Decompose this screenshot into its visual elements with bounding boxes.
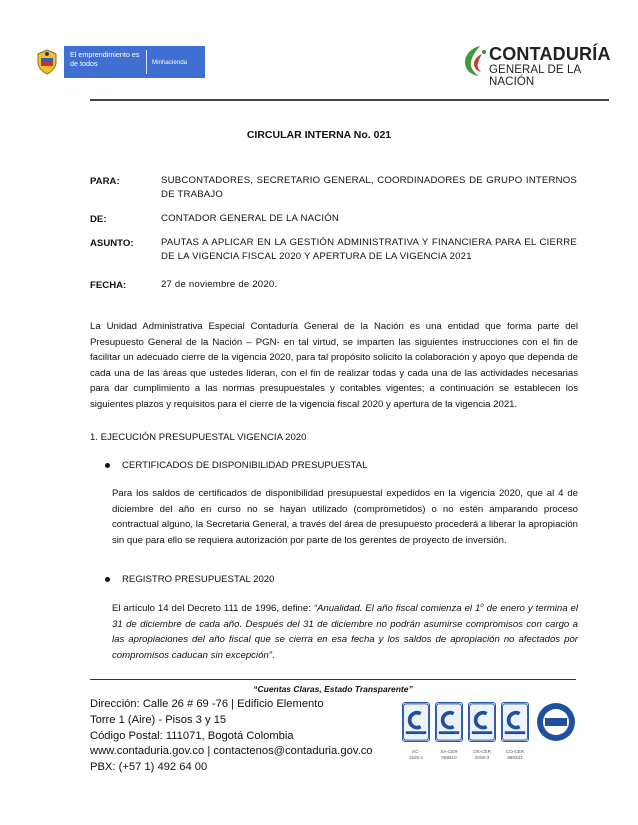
decree-quote-start: “Anualidad. El año fiscal comienza el 1 — [313, 603, 481, 615]
decree-paragraph — [112, 599, 578, 663]
cert-badge — [501, 702, 529, 760]
gov-brand-text: El emprendimiento es de todos — [70, 50, 140, 68]
org-name-line1: CONTADURÍA — [489, 44, 611, 64]
cert-badge — [468, 702, 496, 760]
gov-divider — [146, 50, 147, 74]
bullet-icon — [105, 577, 110, 582]
certification-icon — [468, 702, 496, 742]
field-para-value: SUBCONTADORES, SECRETARIO GENERAL, COORDINADORES DE GRUPO INTERNOS DE TRABAJO — [161, 175, 577, 200]
certifications — [402, 702, 576, 760]
cert-code: SC- 1925-1 — [408, 749, 424, 760]
contact-line[interactable]: www.contaduria.gov.co | contactenos@contaduria.gov.co — [90, 745, 373, 758]
certification-icon — [402, 702, 430, 742]
contaduria-logo-icon — [462, 44, 488, 78]
government-brand — [36, 46, 205, 78]
bullet-registro — [105, 574, 274, 585]
field-fecha-label: FECHA: — [90, 280, 127, 291]
bullet-registro-text: REGISTRO PRESUPUESTAL 2020 — [122, 574, 275, 585]
cdp-paragraph: Para los saldos de certificados de disponibilidad presupuestal expedidos en la vigencia 2020, que al 4 de diciembre del año en curso no se hayan utilizado (comprometidos) o no estén amparando proceso contractual alguno, la Secretaria General, a través del área de presupuesto procederá a liberar la apropiación sin que para ello se requiera autorización por parte de los gerentes de proyecto de inversión. — [112, 488, 578, 546]
org-name-line2: GENERAL DE LA NACIÓN — [489, 64, 581, 88]
address-line: Dirección: Calle 26 # 69 -76 | Edificio Elemento — [90, 698, 324, 710]
cert-badge — [435, 702, 463, 760]
header-divider — [90, 99, 609, 101]
footer-divider — [90, 679, 576, 680]
address-line: Torre 1 (Aire) - Pisos 3 y 15 — [90, 713, 227, 726]
cert-code: CO-CER 880342 — [505, 749, 525, 760]
field-de-label: DE: — [90, 214, 107, 225]
cert-badge — [402, 702, 430, 760]
field-para-label: PARA: — [90, 176, 120, 187]
colombia-seal-icon — [36, 49, 58, 75]
address-line: Código Postal: 111071, Bogotá Colombia — [90, 729, 294, 742]
ministry-label: Minhacienda — [152, 58, 188, 66]
phone-line: PBX: (+57 1) 492 64 00 — [90, 761, 208, 774]
cert-code: OS-CER 2000-3 — [473, 749, 491, 760]
intro-paragraph: La Unidad Administrativa Especial Contaduría General de la Nación es una entidad que forma parte del Presupuesto General de la Nación – PGN- en tal virtud, se imparten las siguientes instrucciones con el fin de facilitar un adecuado cierre de la vigencia 2020, para tal propósito solicito la colaboración y apoyo que dependa de cada una de las áreas que ustedes lideran, con el fin de realizar todas y cada una de las actividades necesarias para dar cumplimiento a las normas presupuestales y contables vigentes; a continuación se establecen los siguientes plazos y requisitos para el cierre de la vigencia fiscal 2020 y apertura de la vigencia 2021. — [90, 321, 578, 410]
org-logo — [462, 42, 612, 88]
bullet-icon — [105, 463, 110, 468]
field-asunto-label: ASUNTO: — [90, 238, 134, 249]
certification-icon — [435, 702, 463, 742]
iqnet-seal-icon — [536, 702, 576, 742]
bullet-cdp — [105, 460, 367, 471]
gov-banner — [64, 46, 205, 78]
footer-slogan: “Cuentas Claras, Estado Transparente” — [253, 684, 413, 694]
decree-quote-end: de enero y termina el 31 de diciembre de cada año. Después del 31 de diciembre no podrán asumirse compromisos con cargo a las apropiaciones del año fiscal que se cierra en esa fecha y los saldos de apropiación no afectados por compromisos caducan sin excepción” — [112, 603, 578, 661]
field-de-value: CONTADOR GENERAL DE LA NACIÓN — [161, 213, 339, 224]
document-title: CIRCULAR INTERNA No. 021 — [246, 129, 392, 141]
decree-lead: El artículo 14 del Decreto 111 de 1996, define: — [112, 603, 314, 615]
field-fecha-value: 27 de noviembre de 2020. — [161, 279, 278, 290]
certification-icon — [501, 702, 529, 742]
bullet-cdp-text: CERTIFICADOS DE DISPONIBILIDAD PRESUPUESTAL — [122, 460, 368, 471]
cert-code: SA-CER 008610 — [440, 749, 458, 760]
footer-address — [90, 697, 373, 776]
decree-period: . — [271, 649, 275, 661]
section-heading: 1. EJECUCIÓN PRESUPUESTAL VIGENCIA 2020 — [90, 432, 307, 443]
decree-superscript: o — [480, 603, 484, 609]
field-asunto-value: PAUTAS A APLICAR EN LA GESTIÓN ADMINISTRATIVA Y FINANCIERA PARA EL CIERRE DE LA VIGENCIA FISCAL 2020 Y APERTURA DE LA VIGENCIA 2021 — [161, 237, 577, 262]
